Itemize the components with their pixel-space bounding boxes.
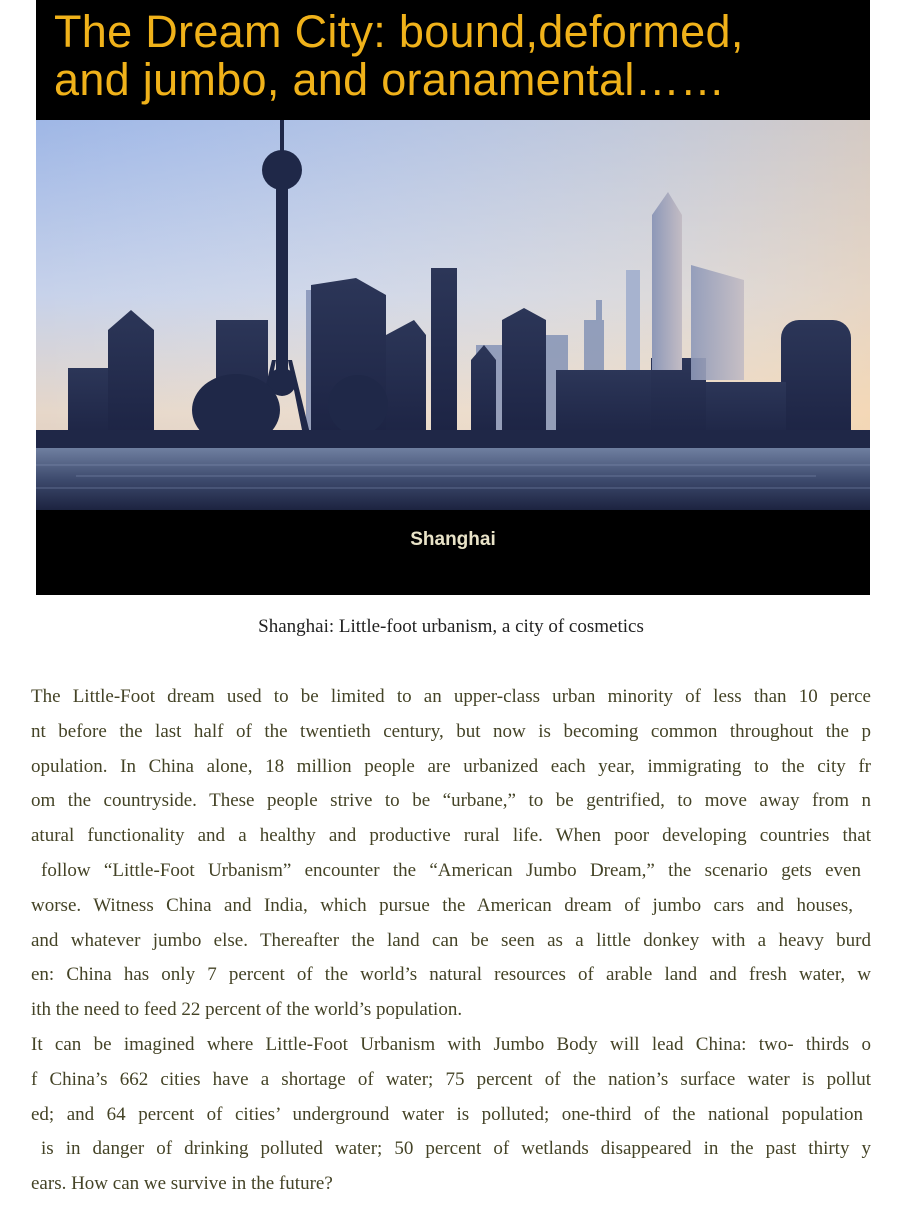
slide-title <box>54 8 854 104</box>
text-line: ed; and 64 percent of cities’ underground water is polluted; one-third of the national population <box>31 1103 863 1125</box>
text-line: ears. How can we survive in the future? <box>31 1173 333 1195</box>
photo-label: Shanghai <box>410 529 496 550</box>
text-line: om the countryside. These people strive to be “urbane,” to be gentrified, to move away from n <box>31 790 871 812</box>
paragraph-1 <box>31 680 871 1028</box>
slide-image <box>36 0 870 595</box>
text-line: The Little-Foot dream used to be limited to an upper-class urban minority of less than 10 perce <box>31 686 871 707</box>
text-line: follow “Little-Foot Urbanism” encounter the “American Jumbo Dream,” the scenario gets even <box>41 859 861 881</box>
text-line: It can be imagined where Little-Foot Urbanism with Jumbo Body will lead China: two- thirds o <box>31 1033 871 1055</box>
paragraph-2 <box>31 1028 871 1202</box>
text-line: f China’s 662 cities have a shortage of water; 75 percent of the nation’s surface water is pollut <box>31 1068 871 1090</box>
text-line: atural functionality and a healthy and productive rural life. When poor developing countries that <box>31 825 871 847</box>
text-line: en: China has only 7 percent of the world’s natural resources of arable land and fresh water, w <box>31 964 871 986</box>
text-line: and whatever jumbo else. Thereafter the land can be seen as a little donkey with a heavy burd <box>31 929 871 951</box>
slide-title-line: The Dream City: bound,deformed, <box>54 6 744 57</box>
shanghai-skyline-photo <box>36 120 870 510</box>
figure-caption: Shanghai: Little-foot urbanism, a city of cosmetics <box>258 616 644 637</box>
body-text <box>31 680 871 1202</box>
text-line: is in danger of drinking polluted water; 50 percent of wetlands disappeared in the past thirty y <box>41 1138 871 1160</box>
text-line: nt before the last half of the twentieth century, but now is becoming common throughout the p <box>31 720 871 742</box>
text-line: opulation. In China alone, 18 million people are urbanized each year, immigrating to the city fr <box>31 755 871 777</box>
text-line: ith the need to feed 22 percent of the world’s population. <box>31 999 463 1021</box>
slide-title-line: and jumbo, and oranamental…… <box>54 54 726 105</box>
text-line: worse. Witness China and India, which pursue the American dream of jumbo cars and houses, <box>31 894 853 916</box>
